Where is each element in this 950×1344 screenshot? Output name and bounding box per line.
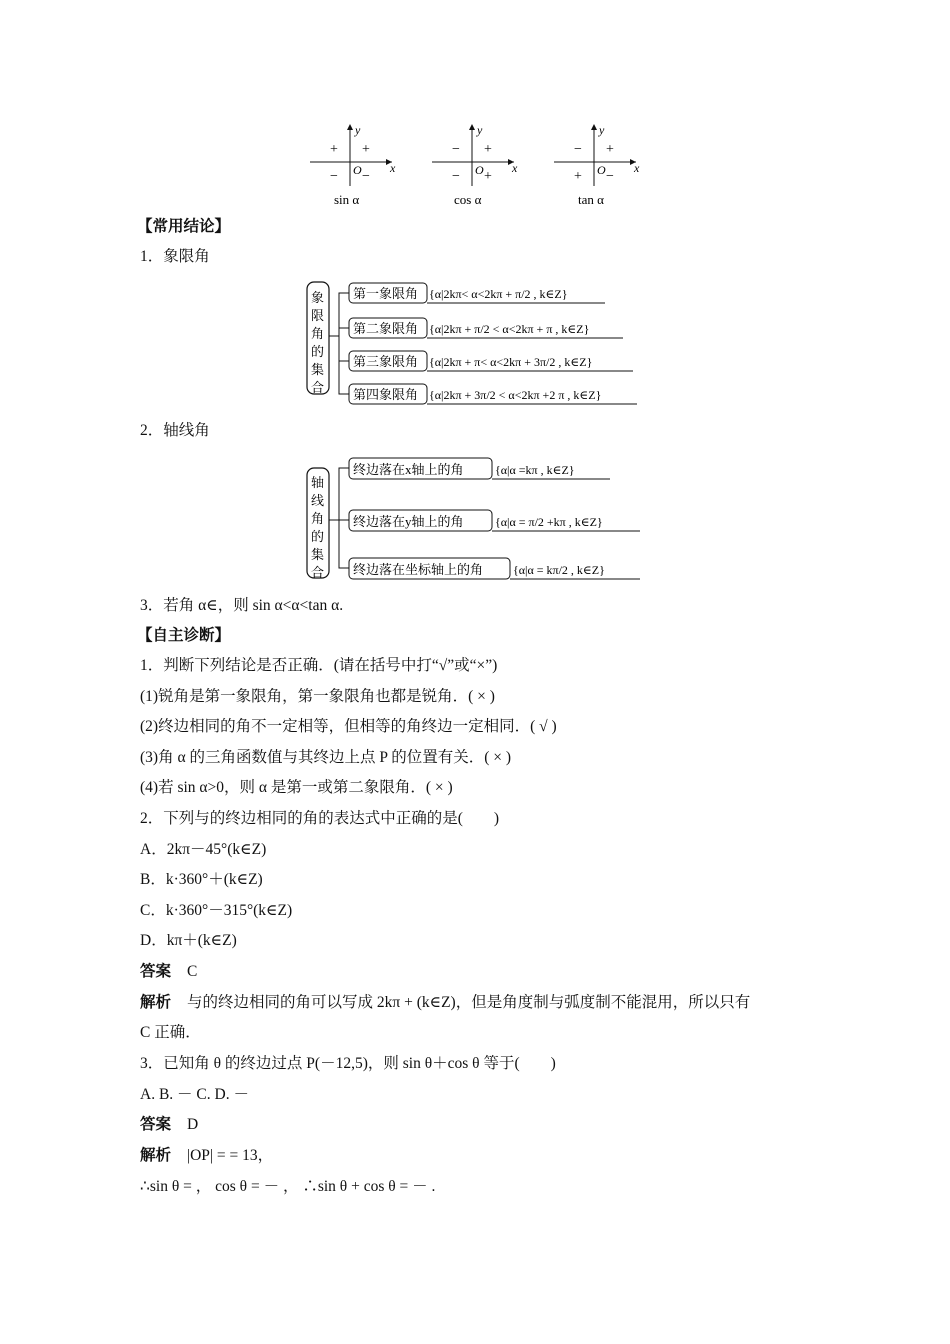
y-axis-label: y bbox=[477, 123, 483, 137]
q2-option: B．k·360°＋(k∈Z) bbox=[140, 871, 263, 888]
section-common-heading: 【常用结论】 bbox=[137, 218, 231, 235]
q2-answer bbox=[140, 962, 197, 982]
chart-caption: tan α bbox=[578, 192, 604, 207]
svg-text:集: 集 bbox=[311, 362, 325, 377]
item2-title: 2．轴线角 bbox=[140, 422, 210, 439]
q4-sign: − bbox=[606, 169, 614, 184]
sign-chart-cos bbox=[432, 123, 518, 207]
origin-label: O bbox=[475, 163, 484, 177]
svg-text:{α|2kπ + 3π/2 < α<2kπ +2 π , k: {α|2kπ + 3π/2 < α<2kπ +2 π , k∈Z} bbox=[429, 388, 602, 402]
q1-item: (1)锐角是第一象限角，第一象限角也都是锐角．( × ) bbox=[140, 688, 495, 705]
svg-text:{α|α = π/2 +kπ , k∈Z}: {α|α = π/2 +kπ , k∈Z} bbox=[495, 515, 603, 529]
axis-row bbox=[349, 558, 640, 579]
origin-label: O bbox=[597, 163, 606, 177]
q3-stem: 3．已知角 θ 的终边过点 P(－12,5)，则 sin θ＋cos θ 等于( ) bbox=[140, 1055, 556, 1072]
x-axis-label: x bbox=[512, 161, 518, 175]
svg-text:第一象限角: 第一象限角 bbox=[353, 286, 419, 301]
sign-chart-sin bbox=[310, 123, 396, 207]
answer-label: 答案 bbox=[140, 963, 172, 980]
chart-caption: sin α bbox=[334, 192, 360, 207]
analysis-text: |OP| = = 13， bbox=[187, 1147, 274, 1164]
q3-sign: + bbox=[574, 169, 582, 184]
quadrant-row bbox=[349, 351, 633, 371]
analysis-label: 解析 bbox=[140, 1147, 172, 1164]
q4-sign: − bbox=[362, 169, 370, 184]
axis-row bbox=[349, 510, 640, 531]
answer-value: C bbox=[187, 963, 198, 980]
svg-text:轴: 轴 bbox=[311, 475, 325, 490]
svg-text:第三象限角: 第三象限角 bbox=[353, 354, 419, 369]
quadrant-row bbox=[349, 384, 637, 404]
q3-answer bbox=[140, 1115, 198, 1135]
q2-option: C．k·360°－315°(k∈Z) bbox=[140, 902, 293, 919]
svg-text:限: 限 bbox=[311, 308, 325, 323]
svg-text:{α|α = kπ/2 , k∈Z}: {α|α = kπ/2 , k∈Z} bbox=[513, 563, 605, 577]
svg-text:{α|2kπ + π< α<2kπ + 3π/2 , k∈Z: {α|2kπ + π< α<2kπ + 3π/2 , k∈Z} bbox=[429, 355, 593, 369]
q1-item: (2)终边相同的角不一定相等，但相等的角终边一定相同．( √ ) bbox=[140, 718, 557, 735]
svg-text:{α|2kπ + π/2 < α<2kπ + π , k∈Z: {α|2kπ + π/2 < α<2kπ + π , k∈Z} bbox=[429, 322, 590, 336]
svg-text:角: 角 bbox=[311, 511, 325, 526]
q4-sign: + bbox=[484, 169, 492, 184]
svg-text:第四象限角: 第四象限角 bbox=[353, 387, 419, 402]
analysis-text: 与的终边相同的角可以写成 2kπ + (k∈Z)，但是角度制与弧度制不能混用，所以只有 bbox=[187, 994, 751, 1011]
svg-text:角: 角 bbox=[311, 326, 325, 341]
q1-item: (4)若 sin α>0，则 α 是第一或第二象限角．( × ) bbox=[140, 779, 453, 796]
svg-text:的: 的 bbox=[311, 344, 325, 359]
q2-stem: 2．下列与的终边相同的角的表达式中正确的是( ) bbox=[140, 810, 500, 827]
q3-options: A. B. － C. D. － bbox=[140, 1086, 249, 1103]
q3-sign: − bbox=[330, 169, 338, 184]
q1-sign: + bbox=[606, 142, 614, 157]
svg-text:集: 集 bbox=[311, 547, 325, 562]
quadrant-row bbox=[349, 283, 605, 303]
x-axis-label: x bbox=[634, 161, 640, 175]
axis-row bbox=[349, 458, 610, 479]
q2-sign: − bbox=[452, 142, 460, 157]
sign-chart-tan bbox=[554, 123, 640, 207]
svg-text:合: 合 bbox=[311, 380, 325, 395]
svg-text:终边落在x轴上的角: 终边落在x轴上的角 bbox=[353, 462, 464, 477]
q2-option: A．2kπ－45°(k∈Z) bbox=[140, 841, 267, 858]
q3-analysis-cont: ∴sin θ = ， cos θ = － ， ∴sin θ + cos θ = － . bbox=[140, 1178, 436, 1195]
q1-sign: + bbox=[484, 142, 492, 157]
q3-sign: − bbox=[452, 169, 460, 184]
x-axis-label: x bbox=[390, 161, 396, 175]
axis-angle-diagram bbox=[305, 450, 645, 585]
q1-sign: + bbox=[362, 142, 370, 157]
q2-analysis-cont: C 正确． bbox=[140, 1024, 201, 1041]
q2-sign: + bbox=[330, 142, 338, 157]
y-axis-label: y bbox=[355, 123, 361, 137]
q1-item: (3)角 α 的三角函数值与其终边上点 P 的位置有关．( × ) bbox=[140, 749, 512, 766]
origin-label: O bbox=[353, 163, 362, 177]
answer-label: 答案 bbox=[140, 1116, 172, 1133]
svg-text:的: 的 bbox=[311, 529, 325, 544]
trig-sign-charts bbox=[300, 120, 650, 212]
svg-text:{α|2kπ< α<2kπ + π/2 , k∈Z}: {α|2kπ< α<2kπ + π/2 , k∈Z} bbox=[429, 287, 568, 301]
svg-text:线: 线 bbox=[311, 493, 325, 508]
q2-option: D．kπ＋(k∈Z) bbox=[140, 932, 237, 949]
q1-stem: 1．判断下列结论是否正确．(请在括号中打“√”或“×”) bbox=[140, 657, 498, 674]
analysis-label: 解析 bbox=[140, 994, 172, 1011]
q2-sign: − bbox=[574, 142, 582, 157]
chart-caption: cos α bbox=[454, 192, 482, 207]
section-self-heading: 【自主诊断】 bbox=[137, 627, 231, 644]
svg-text:合: 合 bbox=[311, 565, 325, 580]
q2-analysis bbox=[140, 993, 750, 1013]
item1-title: 1．象限角 bbox=[140, 248, 210, 265]
svg-text:象: 象 bbox=[311, 290, 325, 305]
quadrant-row bbox=[349, 318, 623, 338]
y-axis-label: y bbox=[599, 123, 605, 137]
answer-value: D bbox=[187, 1116, 199, 1133]
item3: 3．若角 α∈，则 sin α<α<tan α. bbox=[140, 597, 344, 614]
q3-analysis bbox=[140, 1146, 273, 1166]
svg-text:{α|α =kπ , k∈Z}: {α|α =kπ , k∈Z} bbox=[495, 463, 575, 477]
svg-text:终边落在坐标轴上的角: 终边落在坐标轴上的角 bbox=[353, 562, 484, 577]
quadrant-angle-diagram bbox=[305, 276, 640, 410]
svg-text:第二象限角: 第二象限角 bbox=[353, 321, 419, 336]
svg-text:终边落在y轴上的角: 终边落在y轴上的角 bbox=[353, 514, 464, 529]
